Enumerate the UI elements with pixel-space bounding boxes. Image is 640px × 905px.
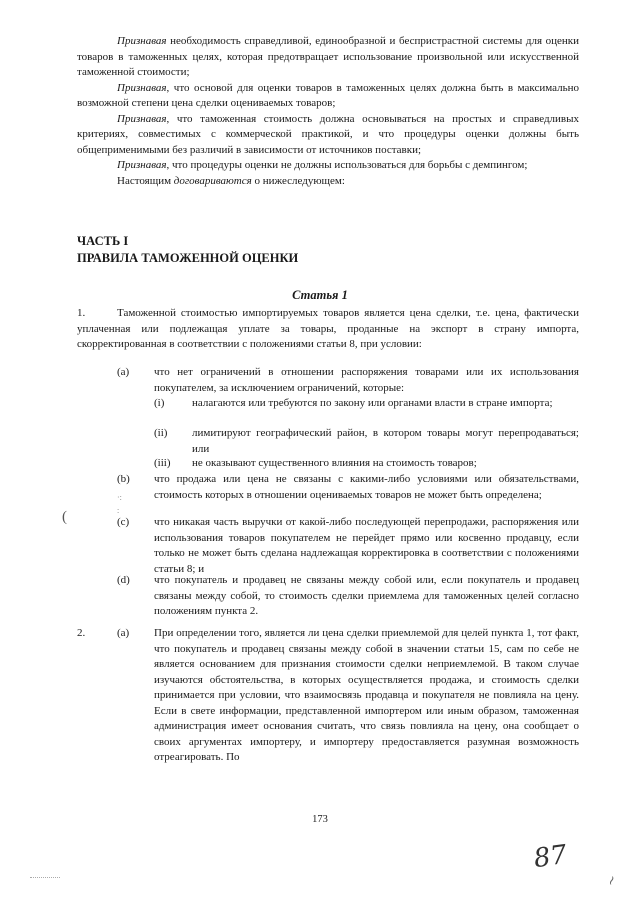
preamble-clause-3 — [77, 112, 579, 159]
scan-speck: : — [117, 506, 120, 515]
paragraph-text: При определении того, является ли цена сделки приемлемой для целей пункта 1, тот факт, что покупатель и продавец связаны между собой в значении статьи 15, сам по себе не является основанием для признания стоимости сделки неприемлемой. В таком случае изучаются обстоятельства, в которых осуществляется продажа, и стоимость сделки принимается при условии, что взаимосвязь продавца и покупателя не повлияла на цену. Если в свете информации, представленной импортером или иным образом, таможенная администрация имеет основания считать, что связь повлияла на цену, она сообщает о своих аргументах импортеру, и импортеру предоставляется разумная возможность отреагировать. По — [154, 627, 579, 763]
agreement-line: Настоящим договариваются о нижеследующем: — [117, 174, 345, 187]
subitem-text: не оказывают существенного влияния на стоимость товаров; — [192, 457, 477, 469]
subitem-label: (iii) — [154, 457, 171, 469]
item-label: (c) — [117, 516, 130, 528]
handwritten-scribble: ~ — [603, 872, 622, 889]
subitem-text: налагаются или требуются по закону или органами власти в стране импорта; — [192, 397, 553, 409]
paragraph-number: 2. — [77, 627, 86, 639]
part-number: ЧАСТЬ I — [77, 234, 129, 248]
clause-text: , что процедуры оценки не должны использоваться для борьбы с демпингом; — [166, 159, 528, 171]
handwritten-page-mark: 87 — [531, 839, 569, 875]
clause-lead: Признавая — [117, 81, 167, 94]
clause-lead: Признавая — [117, 35, 167, 47]
preamble-clause-1 — [77, 34, 579, 81]
item-label: (a) — [117, 627, 130, 639]
subitem-text: лимитируют географический район, в котором товары могут перепродаваться; или — [192, 427, 579, 455]
clause-text: , что основой для оценки товаров в таможенных целях должна быть в максимально возможной степени цена сделки оцениваемых товаров; — [77, 81, 579, 109]
preamble-clause-4 — [77, 158, 579, 174]
clause-lead: Признавая — [117, 159, 167, 171]
paragraph-text: Таможенной стоимостью импортируемых товаров является цена сделки, т.е. цена, фактически уплаченная или подлежащая уплате за товары, проданные на экспорт в страну импорта, скорректированная в соответствии с положениями статьи 8, при условии: — [77, 307, 579, 350]
clause-text: необходимость справедливой, единообразной и беспристрастной системы для оценки товаров в таможенных целях, которая предотвращает использование произвольной или искусственной таможенной стоимости; — [77, 35, 579, 78]
part-title: ПРАВИЛА ТАМОЖЕННОЙ ОЦЕНКИ — [77, 251, 299, 265]
item-text: что продажа или цена не связаны с какими-либо условиями или обязательствами, стоимость которых в отношении оцениваемых товаров не может быть определена; — [154, 473, 579, 501]
margin-mark: ( — [62, 509, 67, 525]
clause-text: , что таможенная стоимость должна основываться на простых и справедливых критериях, совместимых с коммерческой практикой, и что процедуры оценки должны быть общеприменимыми без различий в зависимости от источников поставки; — [77, 112, 579, 156]
item-text: что покупатель и продавец не связаны между собой или, если покупатель и продавец связаны между собой, то стоимость сделки приемлема для таможенных целей согласно положениям пункта 2. — [154, 574, 579, 617]
paragraph-1 — [77, 306, 579, 353]
item-label: (b) — [117, 473, 130, 485]
paragraph-number: 1. — [77, 307, 86, 319]
item-label: (d) — [117, 574, 130, 586]
part-heading — [77, 233, 579, 267]
preamble-clause-2 — [77, 81, 579, 112]
agreement-verb: договариваются — [173, 174, 252, 187]
scan-artifact — [30, 877, 60, 880]
clause-lead: Признавая — [117, 112, 167, 125]
item-text: что никакая часть выручки от какой-либо последующей перепродажи, распоряжения или использования товаров покупателем не перейдет прямо или косвенно продавцу, если только не может быть сделана надлежащая корректировка в соответствии с положениями статьи 8; и — [154, 516, 579, 575]
preamble — [77, 34, 579, 189]
scan-speck: ·: — [117, 493, 122, 502]
item-label: (a) — [117, 366, 130, 378]
article-title: Статья 1 — [292, 288, 348, 302]
subitem-label: (ii) — [154, 427, 168, 439]
subitem-label: (i) — [154, 397, 165, 409]
page-number: 173 — [312, 814, 328, 825]
item-text: что нет ограничений в отношении распоряжения товарами или их использования покупателем, за исключением ограничений, которые: — [154, 366, 579, 394]
